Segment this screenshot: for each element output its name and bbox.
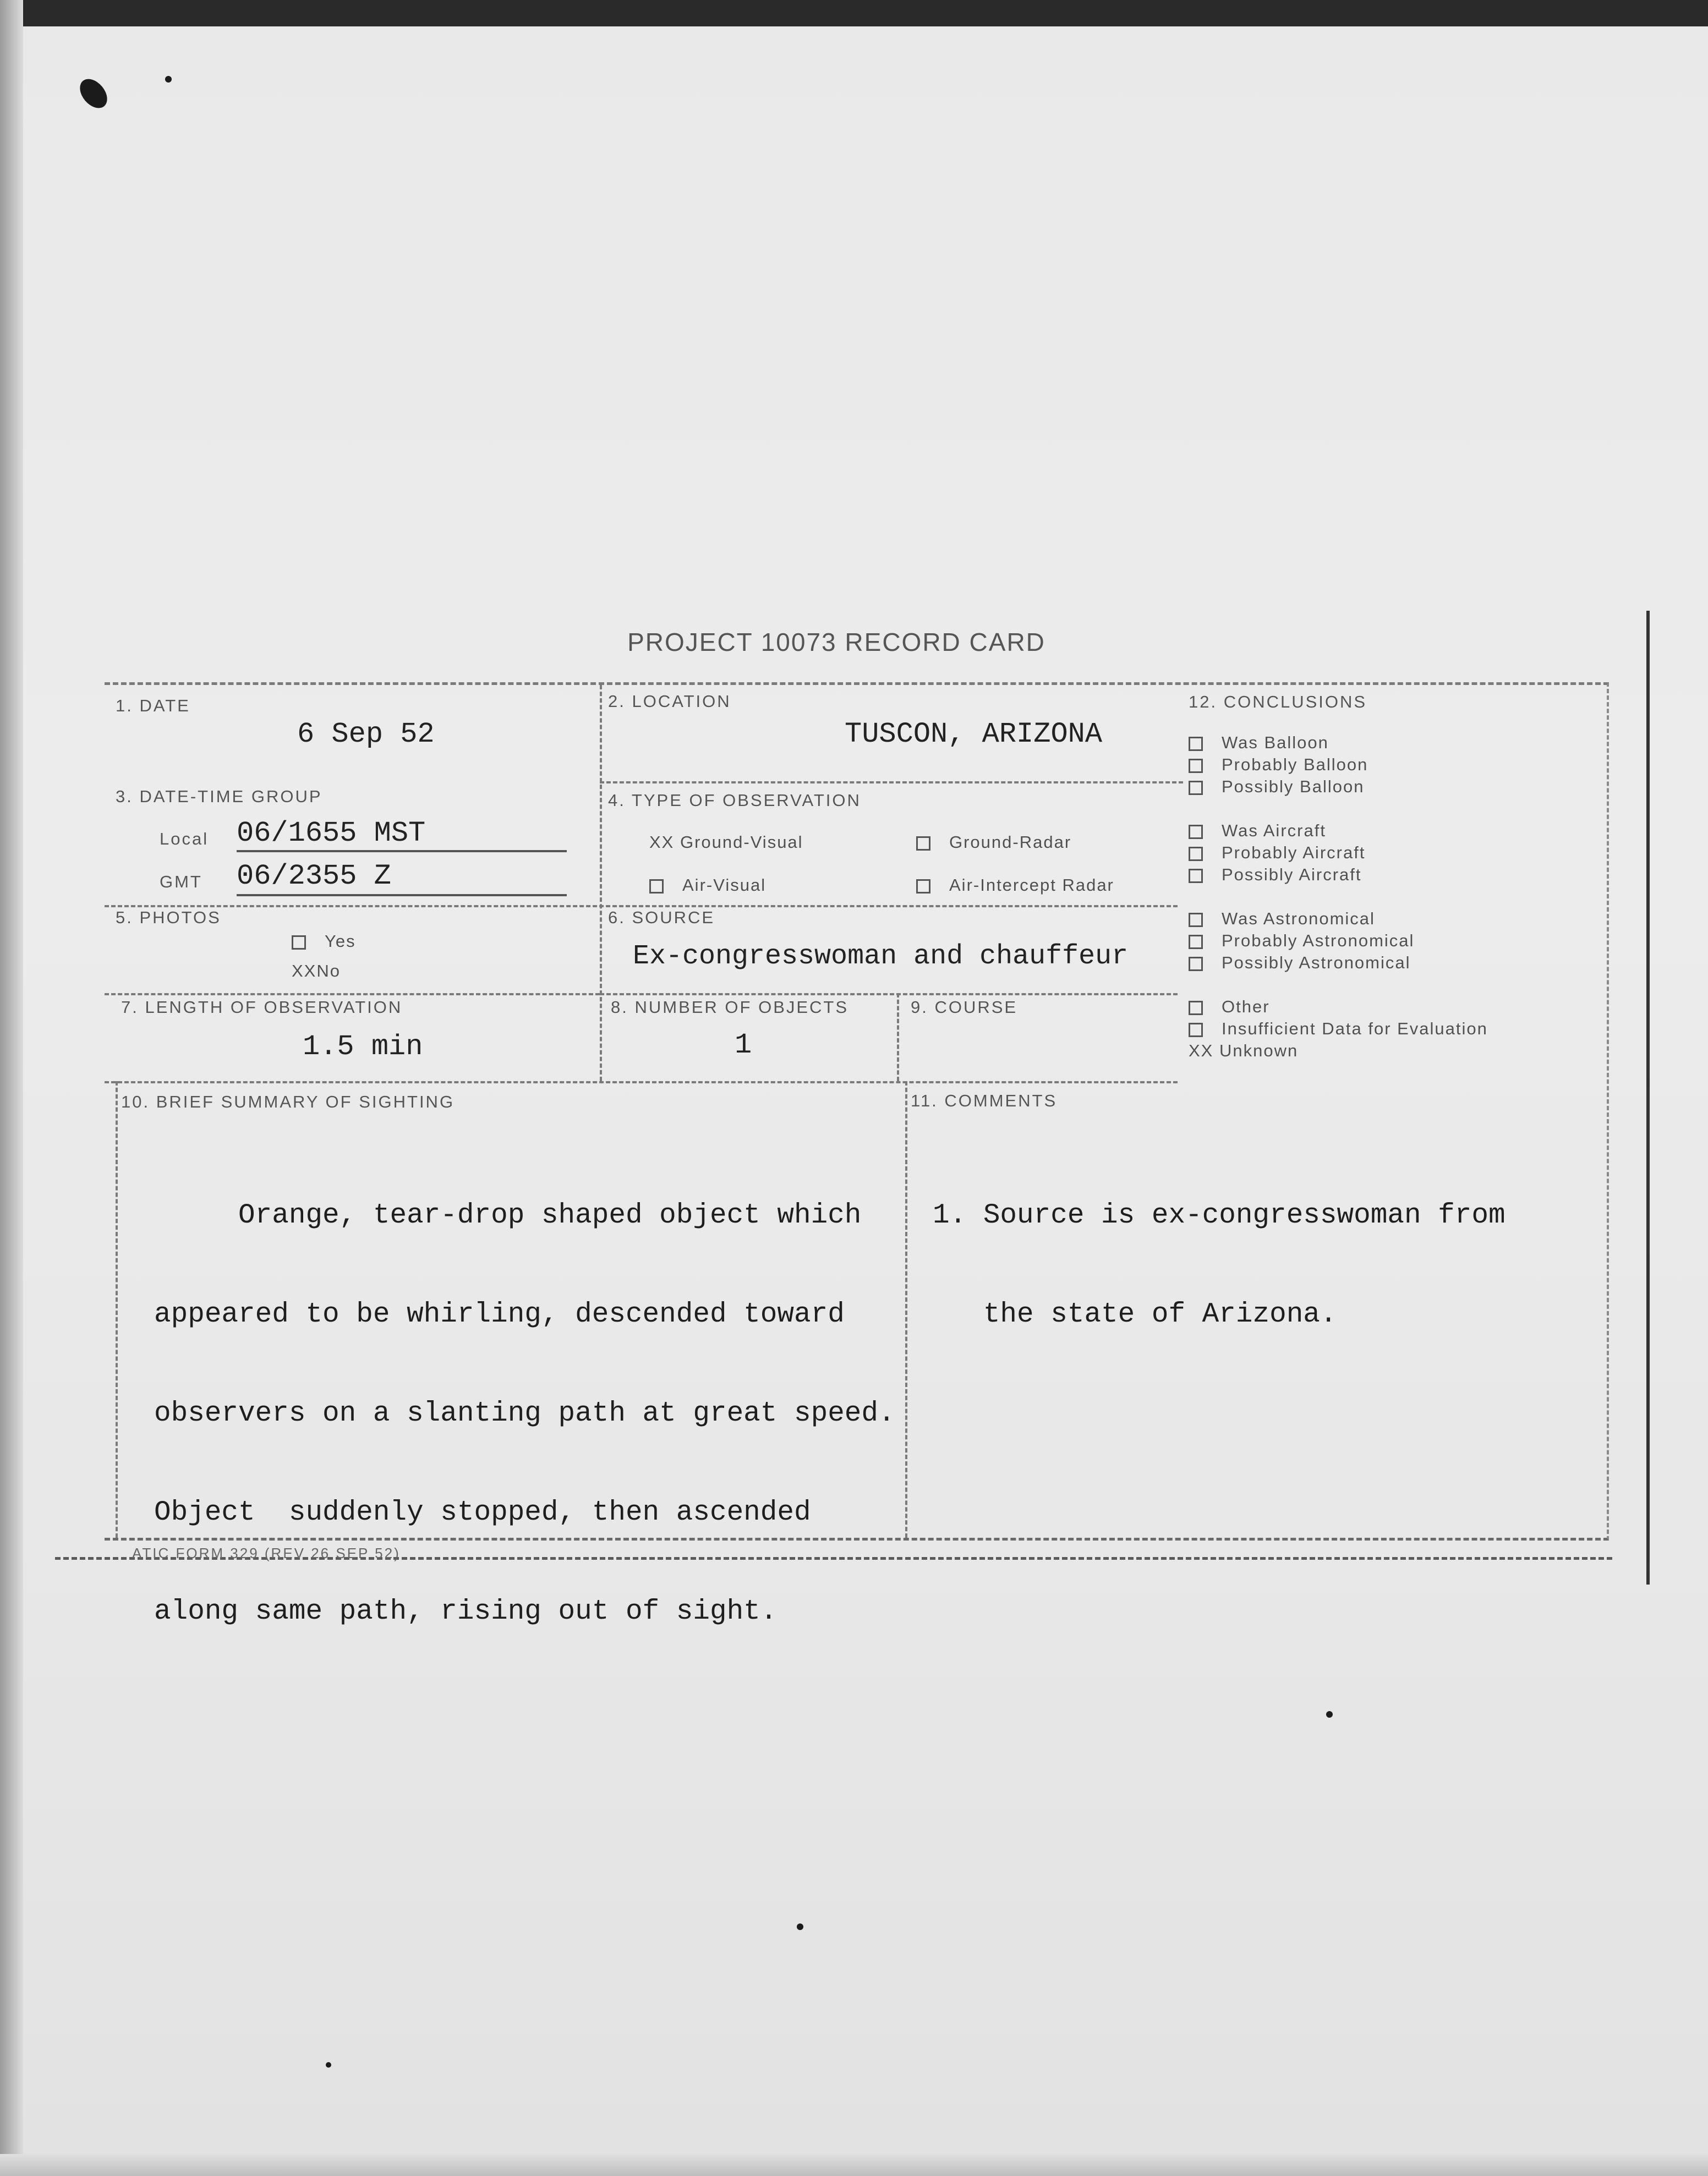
checkbox-icon [1189, 737, 1203, 751]
conclusion-option: Probably Balloon [1189, 754, 1607, 776]
conclusion-option: Was Astronomical [1189, 908, 1607, 930]
divider [105, 993, 600, 995]
photos-no-option: XXNo [292, 961, 341, 980]
checkbox-icon [1189, 869, 1203, 883]
air-visual-option: Air-Visual [649, 875, 766, 895]
scan-top-edge [0, 0, 1708, 26]
divider [897, 993, 899, 1081]
ground-visual-option: XX Ground-Visual [649, 832, 803, 852]
conclusions-group-other [1189, 996, 1607, 1062]
checkbox-icon [1189, 935, 1203, 949]
gmt-label: GMT [160, 872, 202, 891]
number-of-objects-value: 1 [735, 1029, 752, 1061]
source-value: Ex-congresswoman and chauffeur [633, 941, 1129, 972]
gmt-time-value: 06/2355 Z [237, 860, 391, 892]
card-right-rule [1646, 611, 1650, 1585]
comment-line: 1. Source is ex-congresswoman from [933, 1200, 1506, 1231]
summary-line: Orange, tear-drop shaped object which [154, 1200, 862, 1231]
conclusion-option: Was Aircraft [1189, 820, 1607, 842]
number-of-objects-label: 8. NUMBER OF OBJECTS [611, 997, 849, 1017]
air-intercept-radar-option: Air-Intercept Radar [916, 875, 1114, 895]
course-label: 9. COURSE [911, 997, 1018, 1017]
checkbox-icon [649, 879, 664, 894]
conclusion-option: XX Unknown [1189, 1041, 1299, 1060]
summary-line: Object suddenly stopped, then ascended [154, 1497, 811, 1528]
conclusion-option: Possibly Astronomical [1189, 952, 1607, 974]
type-of-observation-label: 4. TYPE OF OBSERVATION [608, 791, 861, 810]
checkbox-icon [916, 879, 930, 894]
local-time-underline [237, 850, 567, 852]
dust-speck [797, 1923, 803, 1930]
source-label: 6. SOURCE [608, 908, 715, 927]
checkbox-icon [1189, 913, 1203, 927]
checkbox-icon [292, 935, 306, 950]
date-value: 6 Sep 52 [297, 718, 435, 750]
conclusions-group-balloon [1189, 732, 1607, 798]
divider [905, 1081, 907, 1538]
photos-label: 5. PHOTOS [116, 908, 221, 927]
dust-speck [165, 76, 172, 83]
divider [600, 993, 1178, 995]
scan-bottom-edge [0, 2154, 1708, 2176]
summary-line: along same path, rising out of sight. [154, 1596, 778, 1627]
conclusions-group-astronomical [1189, 908, 1607, 974]
conclusions-label: 12. CONCLUSIONS [1189, 692, 1367, 711]
conclusion-option: Was Balloon [1189, 732, 1607, 754]
location-value: TUSCON, ARIZONA [845, 718, 1103, 750]
ground-radar-option: Ground-Radar [916, 832, 1071, 852]
checkbox-icon [916, 836, 930, 851]
conclusion-option: Other [1189, 996, 1607, 1018]
checkbox-icon [1189, 781, 1203, 795]
conclusion-option: Possibly Balloon [1189, 776, 1607, 798]
checkbox-icon [1189, 759, 1203, 773]
divider [105, 905, 1178, 907]
local-time-value: 06/1655 MST [237, 817, 426, 849]
scan-left-edge [0, 0, 23, 2176]
comments-label: 11. COMMENTS [911, 1091, 1058, 1110]
local-label: Local [160, 829, 209, 848]
checkbox-icon [1189, 825, 1203, 839]
date-label: 1. DATE [116, 696, 190, 715]
conclusion-option: Possibly Aircraft [1189, 864, 1607, 886]
photos-yes-option: Yes [292, 931, 356, 951]
conclusion-option: Probably Aircraft [1189, 842, 1607, 864]
comments-text [933, 1133, 1506, 1397]
conclusion-option: Probably Astronomical [1189, 930, 1607, 952]
card-title: PROJECT 10073 RECORD CARD [627, 628, 1045, 656]
location-label: 2. LOCATION [608, 692, 731, 711]
dust-speck [1326, 1711, 1333, 1718]
date-time-group-label: 3. DATE-TIME GROUP [116, 787, 322, 806]
conclusion-option: Insufficient Data for Evaluation [1189, 1018, 1607, 1040]
gmt-time-underline [237, 894, 567, 896]
checkbox-icon [1189, 1023, 1203, 1037]
divider [105, 1081, 1178, 1083]
conclusions-group-aircraft [1189, 820, 1607, 886]
checkbox-icon [1189, 847, 1203, 861]
dust-speck [326, 2062, 331, 2068]
checkbox-icon [1189, 1001, 1203, 1015]
summary-line: observers on a slanting path at great speed. [154, 1398, 895, 1429]
brief-summary-label: 10. BRIEF SUMMARY OF SIGHTING [121, 1092, 455, 1111]
dust-speck [74, 74, 112, 113]
summary-line: appeared to be whirling, descended toward [154, 1299, 845, 1330]
comment-line: the state of Arizona. [933, 1299, 1337, 1330]
divider [116, 1081, 118, 1538]
checkbox-icon [1189, 957, 1203, 971]
form-number: ATIC FORM 329 (REV 26 SEP 52) [132, 1545, 401, 1561]
divider [600, 685, 602, 1081]
length-of-observation-label: 7. LENGTH OF OBSERVATION [121, 997, 403, 1017]
length-of-observation-value: 1.5 min [303, 1031, 423, 1063]
brief-summary-text [154, 1133, 895, 1695]
divider [600, 781, 1183, 783]
